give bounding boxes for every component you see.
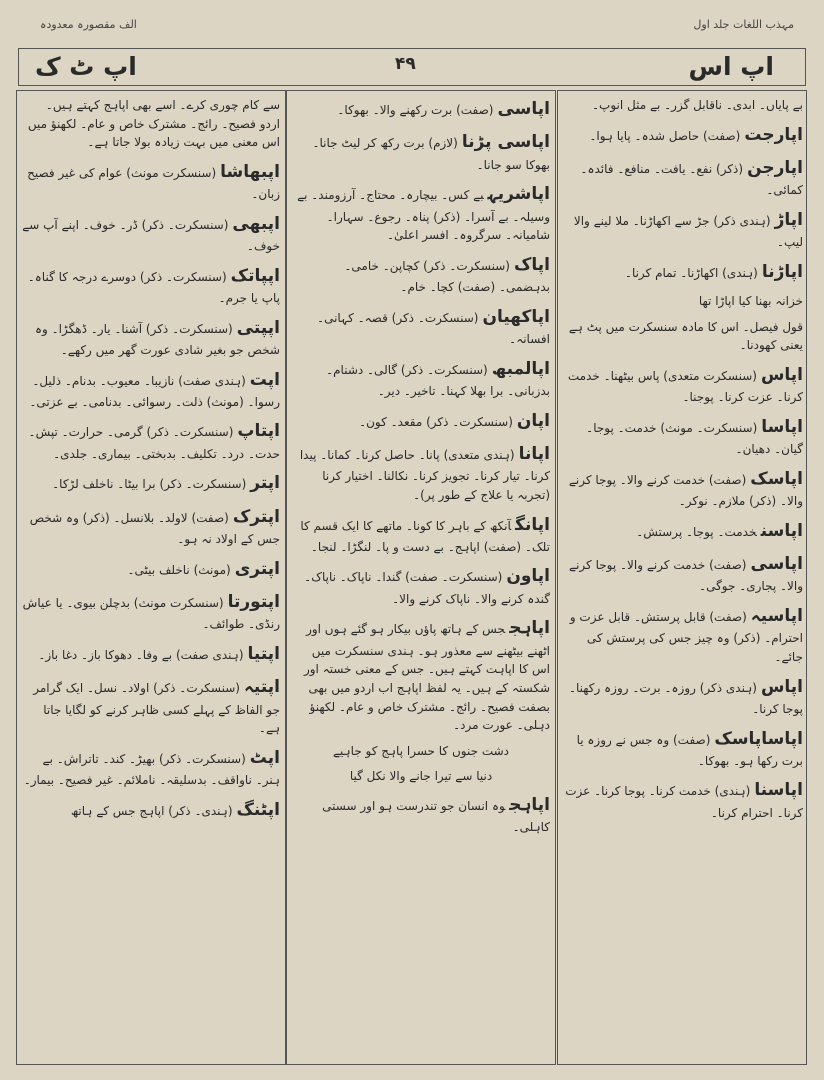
entry-definition: (صفت) لاولد۔ بلانسل۔ (ذکر) وہ شخص جس کے اولاد نہ ہو۔ — [29, 510, 280, 547]
right-guide-word: اپ اس — [688, 52, 774, 81]
dictionary-entry — [563, 603, 803, 667]
entry-headword: اپاسی — [497, 99, 550, 119]
entry-headword: اپتاپ — [237, 421, 280, 442]
entry-headword: اپاسنا — [754, 780, 803, 801]
dictionary-entry — [563, 674, 803, 719]
entry-headword: اپانگ — [515, 514, 550, 535]
entry-definition: (ہندی ذکر) جڑ سے اکھاڑنا۔ ملا لینے والا لیپ۔ — [573, 213, 803, 250]
entry-headword: اپبھاشا — [220, 161, 280, 182]
dictionary-entry — [292, 563, 550, 608]
dictionary-entry — [563, 155, 803, 200]
entry-headword: اپاسی پڑنا — [461, 132, 550, 153]
dictionary-entry — [563, 551, 803, 596]
entry-definition: (سنسکرت۔ ذکر) مقعد۔ کون۔ — [359, 414, 513, 429]
dictionary-entry — [292, 767, 550, 786]
entry-definition: سے کام چوری کرے۔ اسے بھی اپاہج کہتے ہیں۔ اردو فصیح۔ رائج۔ مشترک خاص و عام۔ لکھنؤ میں اس معنی میں بہت زیادہ بولا جاتا ہے۔ — [27, 98, 280, 150]
entry-headword: اپالمبھ — [491, 358, 550, 379]
entry-definition: (لازم) برت رکھ کر لیٹ جانا۔ بھوکا سو جانا۔ — [312, 136, 550, 172]
dictionary-entry — [292, 615, 550, 734]
entry-headword: اپاسا — [761, 416, 803, 437]
entry-headword: اپاس — [760, 364, 803, 385]
entry-headword: اپپاتک — [230, 265, 280, 286]
dictionary-entry — [563, 259, 803, 285]
dictionary-entry — [292, 181, 550, 245]
entry-definition: (ہندی صفت) بے وفا۔ دھوکا باز۔ دغا باز۔ — [38, 647, 244, 662]
entry-definition: (صفت) قابل پرستش۔ قابل عزت و احترام۔ (ذکر) وہ چیز جس کی پرستش کی جائے۔ — [569, 610, 803, 664]
dictionary-entry — [563, 726, 803, 771]
dictionary-entry — [563, 518, 803, 544]
dictionary-entry — [22, 504, 280, 549]
entry-headword: اپاشریہ — [487, 184, 550, 205]
entry-headword: اپتیہ — [243, 677, 280, 698]
left-guide-word: اپ ٹ ک — [35, 52, 137, 81]
entry-headword: اپاسن — [760, 520, 803, 541]
entry-definition: (صفت) برت رکھنے والا۔ بھوکا۔ — [337, 103, 494, 117]
dictionary-entry — [292, 304, 550, 349]
dictionary-entry — [22, 745, 280, 790]
entry-headword: اپاسی — [750, 554, 803, 575]
entry-definition: (سنسکرت مونث) بدچلن بیوی۔ یا عیاش رنڈی۔ طوائف۔ — [22, 596, 280, 632]
entry-definition: (سنسکرت۔ ذکر) برا بیٹا۔ ناخلف لڑکا۔ — [52, 477, 247, 492]
page-number: ۴۹ — [395, 54, 416, 74]
entry-headword: اپتری — [234, 558, 280, 579]
dictionary-entry — [563, 122, 803, 148]
entry-definition: (سنسکرت متعدی) پاس بیٹھنا۔ خدمت کرنا۔ عزت کرنا۔ پوجنا۔ — [567, 368, 803, 405]
dictionary-entry — [22, 263, 280, 308]
dictionary-entry — [292, 96, 550, 122]
entry-headword: اپاہج — [509, 795, 550, 816]
entry-definition: (ہندی ذکر) روزہ۔ برت۔ روزہ رکھنا۔ پوجا کرنا۔ — [568, 680, 803, 716]
entry-headword: اپان — [516, 410, 550, 431]
entry-definition: (سنسکرت۔ ذکر) اولاد۔ نسل۔ ایک گرامر جو الفاظ کے پہلے کسی ظاہر کرنے کو لگایا جاتا ہے۔ — [33, 681, 280, 736]
entry-definition: (ہندی متعدی) پانا۔ حاصل کرنا۔ کمانا۔ پیدا کرنا۔ تیار کرنا۔ تجویز کرنا۔ نکالنا۔ اختیار کرنا (تجربہ یا علاج کے طور پر)۔ — [299, 447, 550, 502]
entry-definition: بے پایاں۔ ابدی۔ ناقابل گزر۔ بے مثل انوپ۔ — [592, 98, 803, 112]
dictionary-entry — [22, 367, 280, 412]
entry-definition: جس کے ہاتھ پاؤں بیکار ہو گئے ہوں اور اٹھنے بیٹھنے سے معذور ہو۔ ہندی سنسکرت میں اس کا اپاہت کہتے ہیں۔ جس کے معنی خستہ اور شکستہ کے ہیں۔ یہ لفظ اپاہج اب اردو میں بھی بصفت فصیح۔ رائج۔ مشترک خاص و عام۔ لکھنؤ دہلی۔ عورت مرد۔ — [303, 622, 550, 733]
entry-headword: اپاک — [513, 254, 550, 275]
entry-definition: (ہندی صفت) نازیبا۔ معیوب۔ بدنام۔ ذلیل۔ رسوا۔ (مونث) ذلت۔ رسوائی۔ بدنامی۔ بے عزتی۔ — [29, 373, 280, 409]
entry-definition: (سنسکرت۔ ذکر) ڈر۔ خوف۔ اپنے آپ سے خوف۔ — [22, 217, 280, 254]
entry-definition: (سنسکرت۔ صفت) گندا۔ ناپاک۔ ناپاک۔ گندہ کرنے والا۔ ناپاک کرنے والا۔ — [304, 570, 550, 606]
entry-headword: اپاہج — [509, 618, 550, 639]
entry-headword: اپارجت — [744, 124, 803, 145]
entry-definition: (ہندی) اکھاڑنا۔ تمام کرنا۔ — [624, 265, 758, 280]
dictionary-entry — [22, 674, 280, 738]
entry-headword: اپٹنگ — [236, 799, 280, 820]
dictionary-entry — [22, 589, 280, 634]
dictionary-entry — [22, 797, 280, 823]
dictionary-entry — [292, 441, 550, 505]
dictionary-entry — [563, 292, 803, 311]
entry-definition: (سنسکرت۔ ذکر) دوسرے درجہ کا گناہ۔ پاپ یا جرم۔ — [27, 269, 280, 305]
entry-definition: (سنسکرت۔ ذکر) گالی۔ دشنام۔ بدزبانی۔ برا بھلا کہنا۔ تاخیر۔ دیر۔ — [326, 362, 550, 399]
entry-headword: اپاکھیان — [482, 306, 550, 327]
entry-definition: (صفت) خدمت کرنے والا۔ پوجا کرنے والا۔ (ذکر) ملازم۔ نوکر۔ — [568, 472, 803, 509]
entry-definition: (صفت) حاصل شدہ۔ پایا ہوا۔ — [589, 128, 741, 143]
entry-definition: (ہندی) خدمت کرنا۔ پوجا کرنا۔ عزت کرنا۔ احترام کرنا۔ — [565, 784, 803, 820]
dictionary-entry — [292, 252, 550, 297]
dictionary-entry — [22, 96, 280, 152]
entry-definition: (سنسکرت۔ مونث) خدمت۔ پوجا۔ گیان۔ دھیان۔ — [586, 420, 803, 457]
dictionary-entry — [22, 556, 280, 582]
entry-definition: (ذکر) نفع۔ یافت۔ منافع۔ فائدہ۔ کمائی۔ — [580, 161, 803, 198]
dictionary-entry — [563, 466, 803, 511]
entry-definition: (سنسکرت مونث) عوام کی غیر فصیح زبان۔ — [27, 165, 280, 202]
entry-headword: اپاساپاسک — [714, 728, 803, 749]
entry-headword: اپانا — [518, 443, 550, 464]
dictionary-entry — [563, 414, 803, 459]
entry-definition: (مونث) ناخلف بیٹی۔ — [127, 562, 231, 577]
entry-definition: خدمت۔ پوجا۔ پرستش۔ — [636, 524, 757, 539]
middle-column — [292, 96, 550, 1054]
dictionary-entry — [22, 211, 280, 256]
entry-definition: آنکھ کے باہر کا کونا۔ ماتھے کا ایک قسم کا تلک۔ (صفت) اپاہج۔ بے دست و پا۔ لنگڑا۔ لنجا۔ — [300, 518, 550, 554]
dictionary-entry — [563, 318, 803, 355]
dictionary-entry — [292, 742, 550, 761]
entry-headword: اپتورتا — [227, 592, 280, 613]
dictionary-entry — [22, 315, 280, 360]
entry-definition: (صفت) وہ جس نے روزہ یا برت رکھا ہو۔ بھوکا۔ — [576, 732, 803, 768]
dictionary-entry — [292, 356, 550, 401]
section-note: الف مقصورہ معدودہ — [40, 18, 137, 31]
dictionary-entry — [563, 207, 803, 252]
entry-headword: اپاڑنا — [761, 261, 803, 282]
entry-definition: (سنسکرت۔ ذکر) گرمی۔ حرارت۔ تپش۔ حدت۔ درد۔ تکلیف۔ بدبختی۔ بیماری۔ جلدی۔ — [28, 425, 280, 461]
entry-headword: اپترک — [232, 506, 280, 527]
entry-headword: اپٹ — [249, 747, 280, 768]
right-column — [563, 96, 803, 1054]
entry-definition: وہ انسان جو تندرست ہو اور سستی کاہلی۔ — [322, 799, 550, 835]
entry-definition: (سنسکرت۔ ذکر) آشنا۔ یار۔ ڈھگڑا۔ وہ شخص جو بغیر شادی عورت گھر میں رکھے۔ — [35, 321, 280, 357]
entry-definition: دنیا سے تیرا جانے والا نکل گیا — [349, 768, 493, 783]
entry-definition: بے کس۔ بیچارہ۔ محتاج۔ آرزومند۔ بے وسیلہ۔ بے آسرا۔ (ذکر) پناہ۔ رجوع۔ سہارا۔ شامیانہ۔ سرگروہ۔ افسر اعلیٰ۔ — [297, 188, 550, 243]
entry-headword: اپاڑ — [774, 209, 803, 230]
entry-headword: اپاون — [506, 566, 550, 587]
entry-headword: اپتر — [250, 473, 280, 494]
entry-definition: (سنسکرت۔ ذکر) بھیڑ۔ کند۔ تاتراش۔ بے ہنر۔ ناواقف۔ بدسلیقہ۔ ناملائم۔ غیر فصیح۔ بیمار۔ — [23, 751, 280, 788]
entry-definition: خزانہ بھنا کیا اپاڑا تھا — [698, 294, 803, 309]
entry-headword: اپاس — [760, 676, 803, 697]
entry-headword: اپاسک — [750, 468, 803, 489]
dictionary-entry — [22, 418, 280, 463]
dictionary-entry — [22, 470, 280, 496]
book-title: مہذب اللغات جلد اول — [693, 18, 794, 31]
dictionary-entry — [292, 792, 550, 837]
entry-headword: اپت — [249, 369, 280, 390]
entry-headword: اپپتی — [236, 317, 280, 338]
dictionary-entry — [22, 641, 280, 667]
dictionary-entry — [292, 408, 550, 434]
entry-headword: اپتیا — [247, 643, 280, 664]
entry-headword: اپاسیہ — [750, 606, 803, 627]
entry-definition: قول فیصل۔ اس کا مادہ سنسکرت میں پٹ ہے یعنی کھودنا۔ — [568, 319, 803, 353]
entry-headword: اپبھی — [232, 213, 280, 234]
entry-definition: (ہندی۔ ذکر) اپاہج جس کے ہاتھ — [70, 803, 233, 818]
entry-definition: دشت جنوں کا حسرا پاہج کو جاہیے — [332, 743, 509, 758]
dictionary-entry — [563, 96, 803, 115]
left-column — [22, 96, 280, 1054]
dictionary-entry — [563, 362, 803, 407]
entry-definition: (صفت) خدمت کرنے والا۔ پوجا کرنے والا۔ پجاری۔ جوگی۔ — [569, 558, 803, 594]
entry-definition: (سنسکرت۔ ذکر) قصہ۔ کہانی۔ افسانہ۔ — [317, 310, 550, 347]
entry-headword: اپارجن — [747, 157, 803, 178]
dictionary-entry — [563, 777, 803, 822]
dictionary-entry — [292, 512, 550, 557]
entry-definition: (سنسکرت۔ ذکر) کچاپن۔ خامی۔ بدہضمی۔ (صفت) کچا۔ خام۔ — [344, 258, 550, 295]
dictionary-entry — [292, 129, 550, 174]
dictionary-entry — [22, 159, 280, 204]
